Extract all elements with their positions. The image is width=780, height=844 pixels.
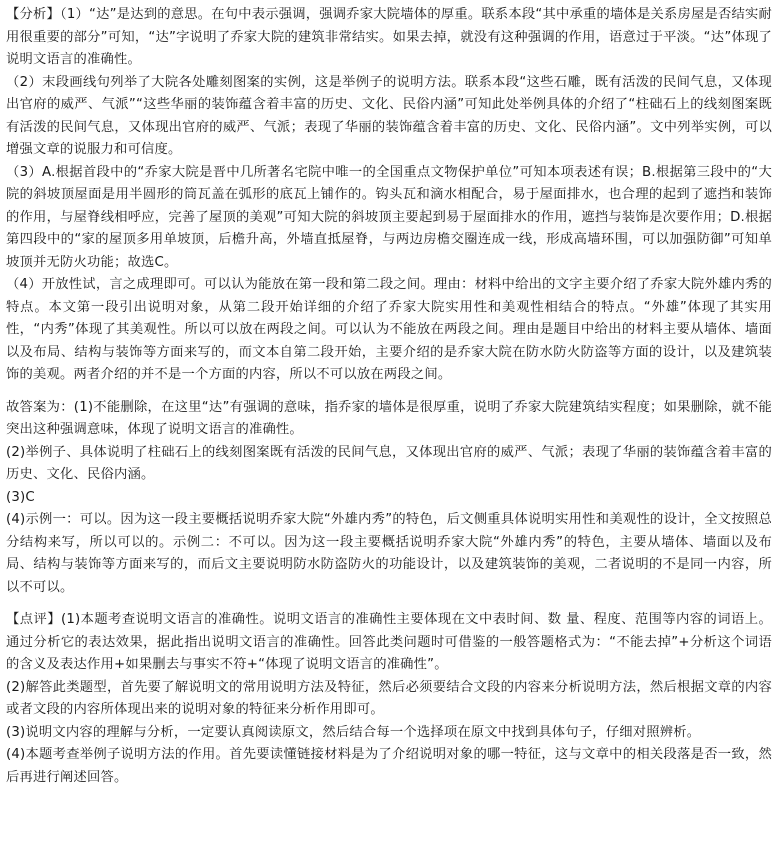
answer-paragraph-1: 故答案为：(1)不能删除，在这里“达”有强调的意味，指乔家的墙体是很厚重，说明了乔家大院建筑结实程度；如果删除，就不能突出这种强调意味，体现了说明文语言的准确性。: [6, 399, 772, 437]
comment-paragraph-3: (3)说明文内容的理解与分析，一定要认真阅读原文，然后结合每一个选择项在原文中找到具体句子，仔细对照辨析。: [6, 724, 701, 740]
answer-paragraph-2: (2)举例子、具体说明了柱础石上的线刻图案既有活泼的民间气息，又体现出官府的威严、气派；表现了华丽的装饰蕴含着丰富的历史、文化、民俗内涵。: [6, 444, 772, 482]
analysis-paragraph-3: （3）A.根据首段中的“乔家大院是晋中几所著名宅院中唯一的全国重点文物保护单位”可知本项表述有误；B.根据第三段中的“大院的斜坡顶屋面是用半圆形的筒瓦盖在弧形的底瓦上铺作的。钩头瓦和滴水相配合，易于屋面排水，也合理的起到了遮挡和装饰的作用，与屋脊线相呼应，完善了屋顶的美观”可知大院的斜坡顶主要起到易于屋面排水的作用，遮挡与装饰是次要作用；D.根据第四段中的“家的屋顶多用单坡顶，后檐升高，外墙直抵屋脊，与两边房檐交圈连成一线，形成高墙环围，可以加强防御”可知单坡顶并无防火功能；故选C。: [6, 164, 772, 270]
comment-section: [6, 609, 772, 789]
analysis-paragraph-4: （4）开放性试，言之成理即可。可以认为能放在第一段和第二段之间。理由：材料中给出的文字主要介绍了乔家大院外雄内秀的特点。本文第一段引出说明对象，从第二段开始详细的介绍了乔家大院实用性和美观性相结合的特点。“外雄”体现了其实用性，“内秀”体现了其美观性。所以可以放在两段之间。可以认为不能放在两段之间。理由是题目中给出的材料主要从墙体、墙面以及布局、结构与装饰等方面来写的，而文本自第二段开始，主要介绍的是乔家大院在防水防火防盗等方面的设计，以及建筑装饰的美观。两者介绍的并不是一个方面的内容，所以不可以放在两段之间。: [6, 277, 772, 382]
analysis-paragraph-1: 【分析】（1）“达”是达到的意思。在句中表示强调，强调乔家大院墙体的厚重。联系本段“其中承重的墙体是关系房屋是否结实耐用很重要的部分”可知，“达”字说明了乔家大院的建筑非常结实。如果去掉，就没有这种强调的作用，语意过于平淡。“达”体现了说明文语言的准确性。: [6, 7, 772, 67]
comment-paragraph-2: (2)解答此类题型，首先要了解说明文的常用说明方法及特征，然后必须要结合文段的内容来分析说明方法，然后根据文章的内容或者文段的内容所体现出来的说明对象的特征来分析作用即可。: [6, 679, 772, 717]
comment-paragraph-4: (4)本题考查举例子说明方法的作用。首先要读懂链接材料是为了介绍说明对象的哪一特征，这与文章中的相关段落是否一致，然后再进行阐述回答。: [6, 747, 772, 785]
comment-paragraph-1: 【点评】(1)本题考查说明文语言的准确性。说明文语言的准确性主要体现在文中表时间、数 量、程度、范围等内容的词语上。通过分析它的表达效果，据此指出说明文语言的准确性。回答此类问题时可借鉴的一般答题格式为：“不能去掉”+分析这个词语的含义及表达作用+如果删去与事实不符+“体现了说明文语言的准确性”。: [6, 612, 772, 672]
answer-paragraph-3: (3)C: [6, 489, 35, 505]
answer-paragraph-4: (4)示例一：可以。因为这一段主要概括说明乔家大院“外雄内秀”的特色，后文侧重具体说明实用性和美观性的设计，全文按照总分结构来写，所以可以的。示例二：不可以。因为这一段主要概括说明乔家大院“外雄内秀”的特色，主要从墙体、墙面以及布局、结构与装饰等方面来写的，而后文主要说明防水防盗防火的功能设计，以及建筑装饰的美观，二者说明的不是同一内容，所以不可以。: [6, 512, 772, 595]
analysis-section: [6, 4, 772, 387]
answer-section: [6, 397, 772, 600]
analysis-paragraph-2: （2）末段画线句列举了大院各处雕刻图案的实例，这是举例子的说明方法。联系本段“这些石雕，既有活泼的民间气息，又体现出官府的威严、气派”“这些华丽的装饰蕴含着丰富的历史、文化、民俗内涵”可知此处举例具体的介绍了“柱础石上的线刻图案既有活泼的民间气息，又体现出官府的威严、气派；表现了华丽的装饰蕴含着丰富的历史、文化、民俗内涵”。文中列举实例，可以增强文章的说服力和可信度。: [6, 74, 772, 157]
